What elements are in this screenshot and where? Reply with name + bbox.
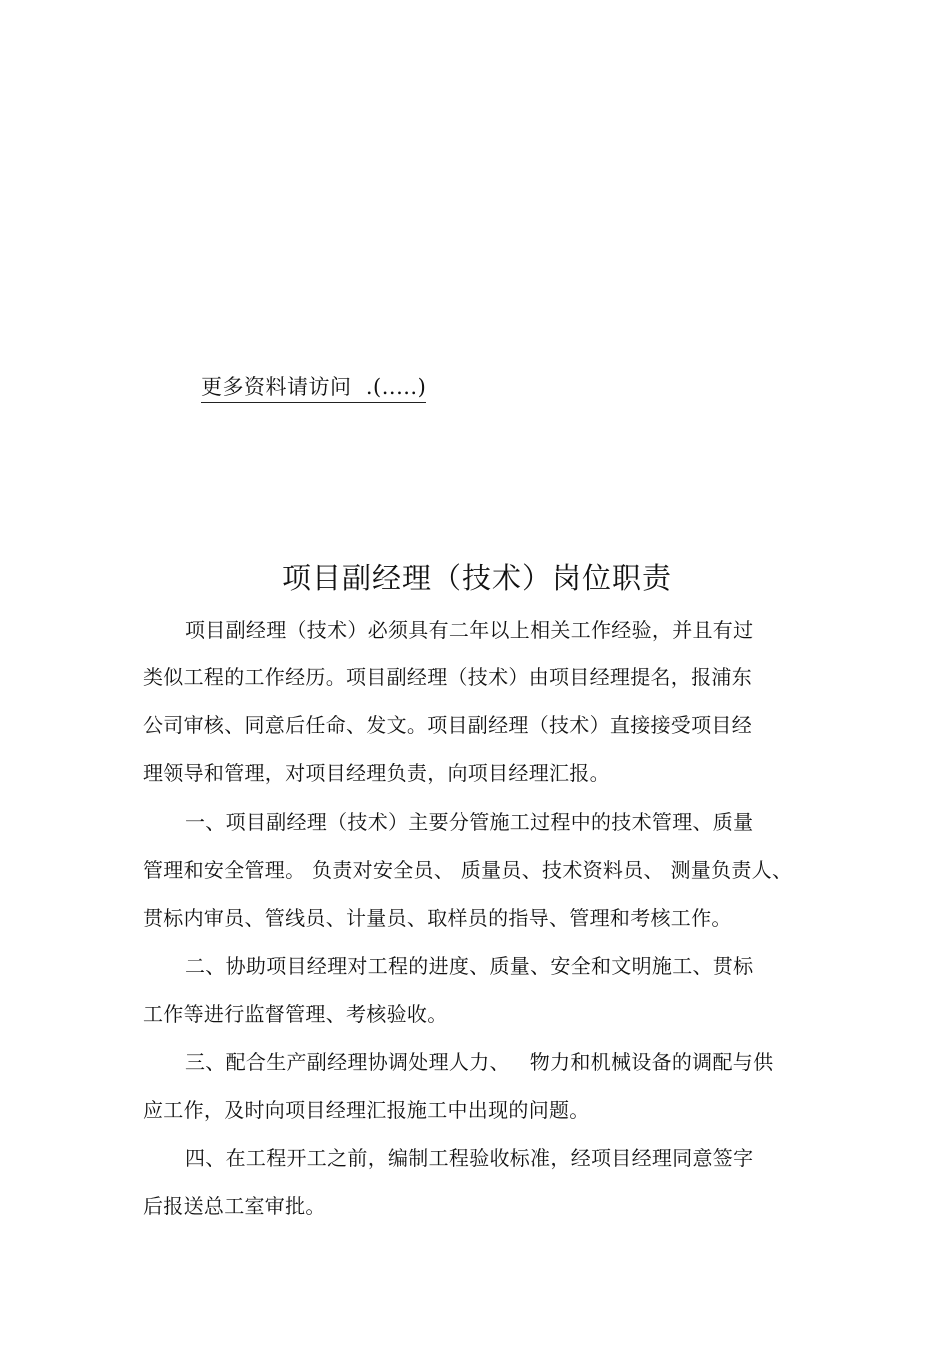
paragraph-line: 公司审核、同意后任命、发文。项目副经理（技术）直接接受项目经 bbox=[143, 713, 752, 737]
paragraph-line: 类似工程的工作经历。项目副经理（技术）由项目经理提名，报浦东 bbox=[143, 665, 752, 689]
paragraph-line: 工作等进行监督管理、考核验收。 bbox=[143, 1002, 448, 1026]
header-link[interactable]: 更多资料请访问 .(.....) bbox=[201, 372, 426, 403]
paragraph-line: 一、项目副经理（技术）主要分管施工过程中的技术管理、质量 bbox=[185, 810, 754, 834]
document-title: 项目副经理（技术）岗位职责 bbox=[281, 561, 672, 595]
paragraph-line: 贯标内审员、管线员、计量员、取样员的指导、管理和考核工作。 bbox=[143, 906, 732, 930]
paragraph-line: 三、配合生产副经理协调处理人力、 物力和机械设备的调配与供 bbox=[185, 1050, 774, 1074]
paragraph-line: 后报送总工室审批。 bbox=[143, 1194, 326, 1218]
paragraph-line: 四、在工程开工之前，编制工程验收标准，经项目经理同意签字 bbox=[185, 1146, 754, 1170]
paragraph-line: 理领导和管理，对项目经理负责，向项目经理汇报。 bbox=[143, 761, 610, 785]
paragraph-line: 应工作，及时向项目经理汇报施工中出现的问题。 bbox=[143, 1098, 590, 1122]
paragraph-line: 管理和安全管理。 负责对安全员、 质量员、技术资料员、 测量负责人、 bbox=[143, 858, 793, 882]
paragraph-line: 项目副经理（技术）必须具有二年以上相关工作经验，并且有过 bbox=[185, 618, 754, 642]
paragraph-line: 二、协助项目经理对工程的进度、质量、安全和文明施工、贯标 bbox=[185, 954, 754, 978]
